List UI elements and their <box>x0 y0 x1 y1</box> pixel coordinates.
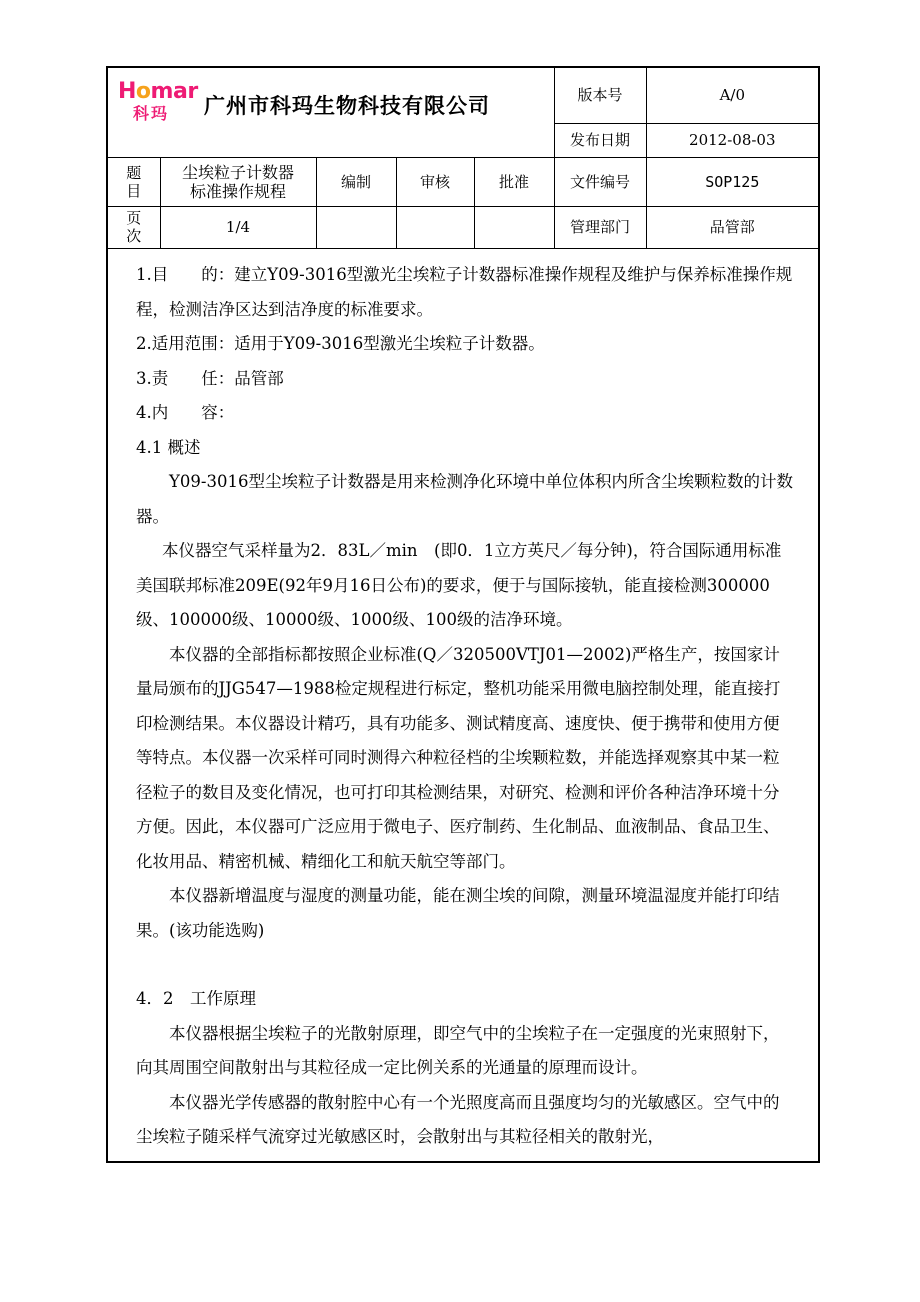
file-number-value: SOP125 <box>646 157 818 206</box>
company-cell <box>108 68 554 157</box>
overview-paragraph-2: 本仪器空气采样量为2．83L／min (即0．1立方英尺／每分钟)，符合国际通用标准美国联邦标准209E(92年9月16日公布)的要求，便于与国际接轨，能直接检测300000级、100000级、10000级、1000级、100级的洁净环境。 <box>136 541 782 629</box>
section-purpose: 1.目 的：建立Y09-3016型激光尘埃粒子计数器标准操作规程及维护与保养标准操作规程，检测洁净区达到洁净度的标准要求。 <box>136 265 793 319</box>
page-value: 1/4 <box>160 206 316 248</box>
document-body <box>136 258 794 1155</box>
section-principle-heading: 4．2 工作原理 <box>136 989 256 1008</box>
section-scope: 2.适用范围：适用于Y09-3016型激光尘埃粒子计数器。 <box>136 334 545 353</box>
department-value: 品管部 <box>646 206 818 248</box>
blank-line <box>136 948 794 982</box>
review-value <box>396 206 474 248</box>
principle-paragraph-2: 本仪器光学传感器的散射腔中心有一个光照度高而且强度均匀的光敏感区。空气中的尘埃粒子随采样气流穿过光敏感区时，会散射出与其粒径相关的散射光， <box>136 1092 780 1146</box>
homar-logo: Homar 科玛 <box>118 79 198 123</box>
document-title: 尘埃粒子计数器 标准操作规程 <box>160 157 316 206</box>
approve-value <box>474 206 554 248</box>
department-label: 管理部门 <box>554 206 646 248</box>
file-number-label: 文件编号 <box>554 157 646 206</box>
review-label: 审核 <box>396 157 474 206</box>
approve-label: 批准 <box>474 157 554 206</box>
compile-label: 编制 <box>316 157 396 206</box>
version-label: 版本号 <box>554 68 646 123</box>
company-name: 广州市科玛生物科技有限公司 <box>204 94 490 118</box>
principle-paragraph-1: 本仪器根据尘埃粒子的光散射原理，即空气中的尘埃粒子在一定强度的光束照射下，向其周围空间散射出与其粒径成一定比例关系的光通量的原理而设计。 <box>136 1023 780 1077</box>
document-frame <box>106 66 820 1163</box>
header-table <box>108 68 818 249</box>
compile-value <box>316 206 396 248</box>
page-label: 页 次 <box>108 206 160 248</box>
date-label: 发布日期 <box>554 123 646 157</box>
overview-paragraph-3: 本仪器的全部指标都按照企业标准(Q／320500VTJ01—2002)严格生产，按国家计量局颁布的JJG547—1988检定规程进行标定，整机功能采用微电脑控制处理，能直接打印检测结果。本仪器设计精巧，具有功能多、测试精度高、速度快、便于携带和使用方便等特点。本仪器一次采样可同时测得六种粒径档的尘埃颗粒数，并能选择观察其中某一粒径粒子的数目及变化情况，也可打印其检测结果，对研究、检测和评价各种洁净环境十分方便。因此，本仪器可广泛应用于微电子、医疗制药、生化制品、血液制品、食品卫生、化妆用品、精密机械、精细化工和航天航空等部门。 <box>136 644 781 871</box>
date-value: 2012-08-03 <box>646 123 818 157</box>
version-value: A/0 <box>646 68 818 123</box>
section-responsibility: 3.责 任：品管部 <box>136 368 284 388</box>
overview-paragraph-4: 本仪器新增温度与湿度的测量功能，能在测尘埃的间隙，测量环境温湿度并能打印结果。(该功能选购) <box>136 886 780 940</box>
overview-paragraph-1: Y09-3016型尘埃粒子计数器是用来检测净化环境中单位体积内所含尘埃颗粒数的计数器。 <box>136 472 793 526</box>
section-content: 4.内 容： <box>136 403 235 422</box>
section-overview-heading: 4.1 概述 <box>136 437 201 457</box>
title-label: 题 目 <box>108 157 160 206</box>
